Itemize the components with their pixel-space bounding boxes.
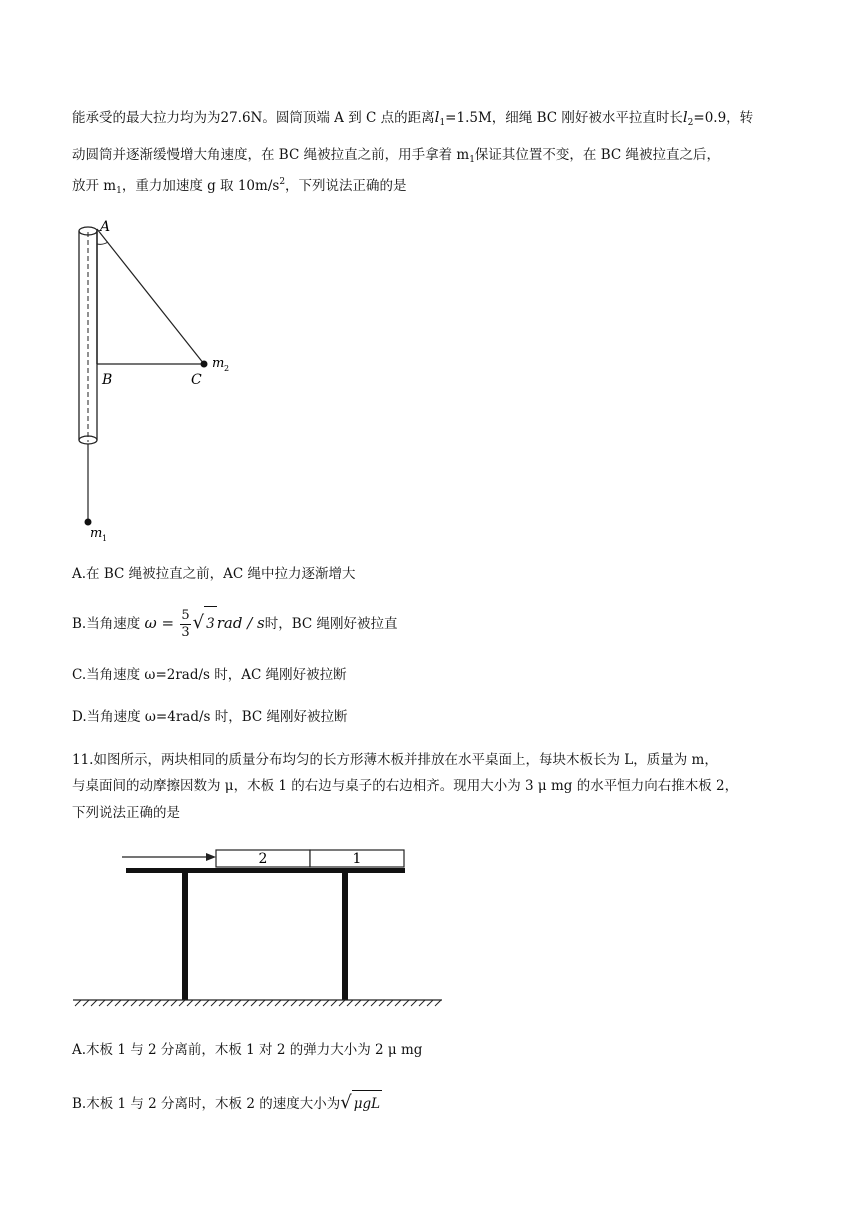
q11-table-figure — [70, 840, 450, 1015]
q10-line-2 — [72, 145, 720, 170]
unit-rad-s: rad / s — [216, 614, 265, 632]
q10-line1-part-c: =0.9，转 — [693, 110, 754, 126]
q10-line-3 — [72, 172, 407, 201]
q10-line3-part-c: ，下列说法正确的是 — [285, 178, 407, 194]
label-m1-sub: 1 — [102, 534, 108, 543]
q11-line-2: 与桌面间的动摩擦因数为 μ，木板 1 的右边与桌子的右边相齐。现用大小为 3 μ mg 的水平恒力向右推木板 2， — [72, 778, 739, 794]
q11-line-3: 下列说法正确的是 — [72, 805, 180, 821]
q10-line2-part-a: 动圆筒并逐渐缓慢增大角速度，在 BC 绳被拉直之前，用手拿着 m — [72, 147, 470, 163]
q10-line1-part-b: =1.5M，细绳 BC 刚好被水平拉直时长 — [445, 110, 683, 126]
label-a: A — [100, 219, 111, 235]
q10-cylinder-figure — [60, 210, 260, 545]
q10-line3-subscript: 1 — [116, 186, 122, 196]
q11-option-b — [72, 1090, 382, 1117]
board-1-label: 1 — [352, 851, 362, 867]
board-2-label: 2 — [258, 851, 268, 867]
l2-variable: l — [682, 108, 688, 126]
string-ac — [97, 229, 204, 364]
sqrt-radicand-mugl: μgL — [352, 1090, 382, 1117]
q10-line2-subscript: 1 — [469, 155, 475, 165]
q10-option-d: D.当角速度 ω=4rad/s 时，BC 绳刚好被拉断 — [72, 709, 348, 725]
label-m1: m — [90, 526, 103, 541]
q10-option-a: A.在 BC 绳被拉直之前，AC 绳中拉力逐渐增大 — [72, 566, 356, 582]
q10-line3-superscript: 2 — [279, 177, 286, 187]
sqrt-radicand: 3 — [204, 606, 217, 641]
table-leg-left — [182, 873, 188, 1000]
angle-arc-a — [97, 242, 108, 244]
q10-option-b-suffix: 时，BC 绳刚好被拉直 — [264, 616, 398, 632]
q10-option-c: C.当角速度 ω=2rad/s 时，AC 绳刚好被拉断 — [72, 667, 347, 683]
l1-subscript: 1 — [439, 118, 446, 128]
q10-line-1 — [72, 107, 753, 133]
omega-symbol: ω = — [144, 614, 175, 632]
mass-m2 — [201, 361, 208, 368]
q10-line3-part-a: 放开 m — [72, 178, 117, 194]
q10-line3-part-b: ，重力加速度 g 取 10m/s — [121, 178, 280, 194]
fraction-denominator: 3 — [181, 625, 190, 640]
label-b: B — [102, 372, 113, 388]
sqrt-icon: √ — [192, 612, 205, 633]
label-m2: m — [212, 356, 225, 371]
force-arrow-head — [206, 853, 216, 861]
l2-subscript: 2 — [687, 118, 694, 128]
l1-variable: l — [434, 108, 440, 126]
q11-line-1: 11.如图所示，两块相同的质量分布均匀的长方形薄木板并排放在水平桌面上，每块木板长为 L，质量为 m， — [72, 752, 718, 768]
sqrt-icon: √ — [340, 1092, 352, 1113]
q11-option-a: A.木板 1 与 2 分离前，木板 1 对 2 的弹力大小为 2 μ mg — [72, 1042, 423, 1058]
mass-m1 — [85, 519, 92, 526]
q10-line1-part-a: 能承受的最大拉力均为为27.6N。圆筒顶端 A 到 C 点的距离 — [72, 110, 435, 126]
fraction-numerator: 5 — [181, 608, 190, 623]
label-c: C — [191, 372, 202, 388]
q11-option-b-prefix: B.木板 1 与 2 分离时，木板 2 的速度大小为 — [72, 1096, 341, 1112]
ground-hatching — [75, 1000, 441, 1006]
q10-option-b-prefix: B.当角速度 — [72, 616, 141, 632]
fraction-5-3 — [180, 608, 190, 641]
table-top — [126, 868, 405, 873]
q10-line2-part-b: 保证其位置不变，在 BC 绳被拉直之后， — [474, 147, 721, 163]
label-m2-sub: 2 — [224, 364, 230, 373]
table-leg-right — [342, 873, 348, 1000]
q10-option-b — [72, 606, 398, 641]
